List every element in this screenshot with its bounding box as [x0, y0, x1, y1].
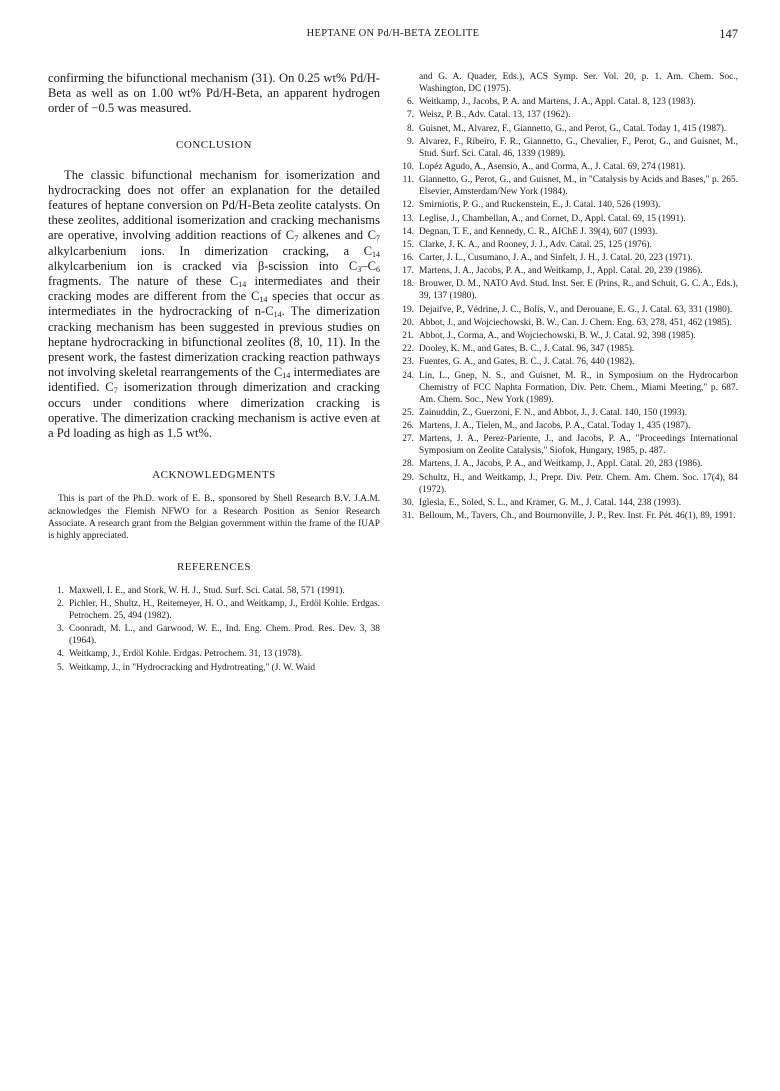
reference-number: 5. — [56, 662, 64, 673]
reference-number: 1. — [56, 585, 64, 596]
acknowledgments-text: This is part of the Ph.D. work of E. B., sponsored by Shell Research B.V. J.A.M. acknowledges the Flemish NFWO for a Research Position as Senior Research Associate. A research grant from the Belgian government within the frame of the IUAP is highly appreciated. — [48, 494, 380, 542]
reference-text: Lopéz Agudo, A., Asensio, A., and Corma, A., J. Catal. 69, 274 (1981). — [419, 161, 686, 172]
reference-number: 4. — [56, 649, 64, 660]
reference-entry — [398, 109, 738, 121]
reference-text: Guisnet, M., Alvarez, F., Giannetto, G., and Perot, G., Catal. Today 1, 415 (1987). — [419, 123, 727, 134]
reference-text: Weitkamp, J., Erdöl Kohle. Erdgas. Petrochem. 31, 13 (1978). — [69, 649, 303, 660]
reference-entry — [398, 458, 738, 470]
reference-number: 18. — [402, 279, 414, 290]
reference-entry — [398, 265, 738, 277]
reference-entry — [398, 407, 738, 419]
page-header — [48, 28, 738, 44]
reference-text: Smirniotis, P. G., and Ruckenstein, E., J. Catal. 140, 526 (1993). — [419, 200, 661, 211]
reference-number: 2. — [56, 599, 64, 610]
reference-number: 14. — [402, 226, 414, 237]
reference-entry — [398, 330, 738, 342]
reference-text: Dooley, K. M., and Gates, B. C., J. Catal. 96, 347 (1985). — [419, 344, 635, 355]
running-head: HEPTANE ON Pd/H-BETA ZEOLITE — [306, 28, 480, 39]
reference-list — [48, 585, 380, 674]
reference-text: Carter, J. L., Cusumano, J. A., and Sinfelt, J. H., J. Catal. 20, 223 (1971). — [419, 253, 693, 264]
conclusion-heading: CONCLUSION — [176, 138, 252, 151]
reference-entry — [398, 123, 738, 135]
reference-entry — [48, 648, 380, 660]
reference-entry — [398, 356, 738, 368]
reference-number: 8. — [406, 123, 414, 134]
reference-number: 16. — [402, 253, 414, 264]
reference-number: 19. — [402, 304, 414, 315]
reference-text: Iglesia, E., Soled, S. L., and Kramer, G. M., J. Catal. 144, 238 (1993). — [419, 497, 682, 508]
reference-entry — [398, 136, 738, 160]
reference-entry — [398, 433, 738, 457]
reference-entry — [398, 510, 738, 522]
reference-entry — [398, 199, 738, 211]
reference-number: 31. — [402, 510, 414, 521]
reference-number: 6. — [406, 97, 414, 108]
reference-number: 29. — [402, 472, 414, 483]
reference-text: Weitkamp, J., in "Hydrocracking and Hydrotreating," (J. W. Waid — [69, 662, 316, 673]
reference-entry — [398, 278, 738, 302]
page-number: 147 — [719, 27, 738, 41]
reference-entry — [398, 226, 738, 238]
reference-number: 26. — [402, 420, 414, 431]
reference-entry — [398, 317, 738, 329]
reference-text: Martens, J. A., Tielen, M., and Jacobs, P. A., Catal. Today 1, 435 (1987). — [419, 420, 691, 431]
reference-entry — [398, 161, 738, 173]
reference-entry — [48, 598, 380, 622]
reference-number: 17. — [402, 266, 414, 277]
reference-text: Giannetto, G., Perot, G., and Guisnet, M., in "Catalysis by Acids and Bases," p. 265. Elsevier, Amsterdam/New York (1984). — [419, 175, 738, 198]
reference-number: 7. — [406, 110, 414, 121]
reference-text: Maxwell, I. E., and Stork, W. H. J., Stud. Surf. Sci. Catal. 58, 571 (1991). — [69, 585, 345, 596]
reference-text: Coonradt, M. L., and Garwood, W. E., Ind. Eng. Chem. Prod. Res. Dev. 3, 38 (1964). — [69, 624, 380, 647]
reference-text: Abbot, J., and Wojciechowski, B. W., Can. J. Chem. Eng. 63, 278, 451, 462 (1985). — [419, 317, 732, 328]
reference-number: 27. — [402, 434, 414, 445]
reference-entry — [398, 239, 738, 251]
reference-text: Zainuddin, Z., Guerzoni, F. N., and Abbot, J., J. Catal. 140, 150 (1993). — [419, 407, 687, 418]
reference-number: 22. — [402, 344, 414, 355]
reference-entry — [398, 304, 738, 316]
reference-text: Abbot, J., Corma, A., and Wojciechowski, B. W., J. Catal. 92, 398 (1985). — [419, 331, 696, 341]
right-column — [398, 71, 738, 523]
reference-number: 10. — [402, 161, 414, 172]
reference-entry — [398, 497, 738, 509]
paragraph-continuation: confirming the bifunctional mechanism (31). On 0.25 wt% Pd/H-Beta as well as on 1.00 wt% Pd/H-Beta, an apparent hydrogen order of −0.5 was measured. — [48, 71, 380, 116]
reference-number: 9. — [406, 136, 414, 147]
left-column — [48, 71, 380, 675]
reference-number: 12. — [402, 200, 414, 211]
reference-entry — [398, 174, 738, 198]
reference-text: Martens, J. A., Perez-Pariente, J., and Jacobs, P. A., "Proceedings International Symposium on Zeolite Catalysis," Siofok, Hungary, 1985, p. 487. — [419, 434, 738, 457]
reference-text: Belloum, M., Tavers, Ch., and Bournonville, J. P., Rev. Inst. Fr. Pét. 46(1), 89, 1991. — [419, 510, 736, 521]
reference-text: Clarke, J. K. A., and Rooney, J. J., Adv. Catal. 25, 125 (1976). — [419, 239, 652, 250]
reference-text: Schultz, H., and Weitkamp, J., Prepr. Div. Petr. Chem. Am. Chem. Soc. 17(4), 84 (1972). — [419, 472, 738, 495]
reference-text: Fuentes, G. A., and Gates, B. C., J. Catal. 76, 440 (1982). — [419, 357, 635, 368]
reference-number: 3. — [56, 624, 64, 635]
reference-number: 15. — [402, 239, 414, 250]
reference-entry — [398, 213, 738, 225]
reference-list — [398, 71, 738, 522]
reference-number: 24. — [402, 370, 414, 381]
reference-text: Pichler, H., Shultz, H., Reitemeyer, H. O., and Weitkamp, J., Erdöl Kohle. Erdgas. Petrochem. 25, 494 (1982). — [69, 599, 380, 622]
reference-entry — [398, 252, 738, 264]
references-heading: REFERENCES — [176, 560, 252, 573]
reference-text: Weisz, P. B., Adv. Catal. 13, 137 (1962). — [419, 110, 571, 121]
reference-entry — [398, 370, 738, 406]
reference-text: Weitkamp, J., Jacobs, P. A. and Martens, J. A., Appl. Catal. 8, 123 (1983). — [419, 97, 696, 108]
reference-text: and G. A. Quader, Eds.), ACS Symp. Ser. Vol. 20, p. 1. Am. Chem. Soc., Washington, DC (1975). — [419, 72, 738, 94]
reference-number: 30. — [402, 497, 414, 508]
reference-number: 28. — [402, 459, 414, 470]
reference-entry — [398, 472, 738, 496]
reference-number: 20. — [402, 317, 414, 328]
reference-entry — [48, 585, 380, 597]
reference-text: Brouwer, D. M., NATO Avd. Stud. Inst. Ser. E (Prins, R., and Schuit, G. C. A., Eds.), 39, 137 (1980). — [419, 279, 738, 302]
reference-number: 21. — [402, 331, 414, 341]
reference-entry — [48, 623, 380, 647]
reference-number: 23. — [402, 357, 414, 368]
acknowledgments-heading: ACKNOWLEDGMENTS — [152, 469, 276, 482]
reference-entry — [398, 96, 738, 108]
reference-entry — [398, 71, 738, 95]
conclusion-paragraph: The classic bifunctional mechanism for isomerization and hydrocracking does not offer an explanation for the detailed features of heptane conversion on Pd/H-Beta zeolite catalysts. On these zeolites, additional isomerization and cracking mechanisms are operative, involving addition reactions of $C_7$ alkenes and $C_7$ alkylcarbenium ions. In dimerization cracking, a $C_{14}$ alkylcarbenium ion is cracked via β-scission into $C_3-C_6$ fragments. The nature of these $C_{14}$ intermediates and their cracking modes are different from the $C_{14}$ species that occur as intermediates in the hydrocracking of $n-C_{14}$. The dimerization cracking mechanism has been suggested in previous studies on heptane hydrocracking in bifunctional zeolites (8, 10, 11). In the present work, the fastest dimerization cracking reaction pathways not involving skeletal rearrangements of the $C_{14}$ intermediates are identified. $C_7$ isomerization through dimerization and cracking occurs under conditions where dimerization cracking is operative. The dimerization cracking mechanism is active even at a Pd loading as high as 1.5 wt%. — [48, 167, 380, 441]
reference-entry — [398, 343, 738, 355]
reference-text: Martens, J. A., Jacobs, P. A., and Weitkamp, J., Appl. Catal. 20, 239 (1986). — [419, 266, 703, 277]
reference-text: Dejaifve, P., Védrine, J. C., Bolis, V., and Derouane, E. G., J. Catal. 63, 331 (1980). — [419, 304, 733, 315]
reference-number: 25. — [402, 407, 414, 418]
reference-entry — [48, 662, 380, 674]
reference-number: 13. — [402, 213, 414, 224]
reference-text: Alvarez, F., Ribeiro, F. R., Giannetto, G., Chevalier, F., Perot, G., and Guisnet, M., Stud. Surf. Sci. Catal. 46, 1339 (1989). — [419, 136, 738, 159]
reference-text: Martens, J. A., Jacobs, P. A., and Weitkamp, J., Appl. Catal. 20, 283 (1986). — [419, 459, 703, 470]
reference-number: 11. — [402, 175, 414, 186]
reference-text: Degnan, T. F., and Kennedy, C. R., AIChE J. 39(4), 607 (1993). — [419, 226, 658, 237]
reference-entry — [398, 420, 738, 432]
reference-text: Lin, L., Gnep, N. S., and Guisnet, M. R., in Symposium on the Hydrocarbon Chemistry of FCC Naphta Formation, Div. Petr. Chem., Miami Meeting," p. 687. Am. Chem. Soc., New York (1989). — [419, 370, 738, 405]
reference-text: Leglise, J., Chambellan, A., and Cornet, D., Appl. Catal. 69, 15 (1991). — [419, 213, 686, 224]
